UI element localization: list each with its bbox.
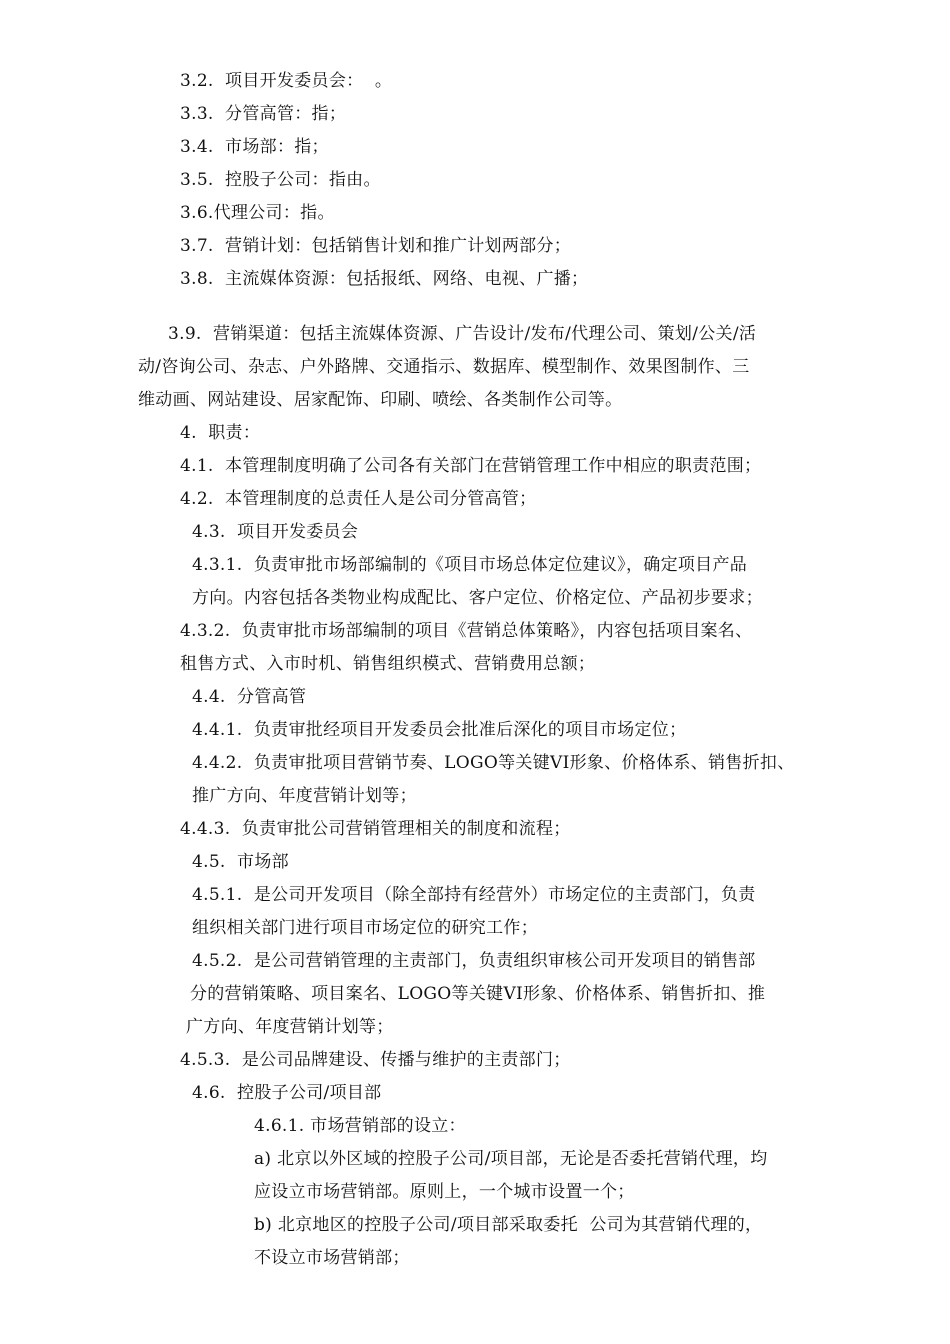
text-line: 4.4.3. 负责审批公司营销管理相关的制度和流程； (180, 819, 571, 839)
text-line: 4.4.2. 负责审批项目营销节奏、LOGO等关键VI形象、价格体系、销售折扣、 (192, 753, 795, 773)
text-line: 3.3. 分管高管：指； (180, 104, 347, 124)
text-line: 4. 职责： (180, 423, 261, 443)
text-line: 4.6. 控股子公司/项目部 (192, 1083, 382, 1103)
text-line: 4.5. 市场部 (192, 852, 289, 872)
text-line: 3.9. 营销渠道：包括主流媒体资源、广告设计/发布/代理公司、策划/公关/活 (168, 324, 757, 344)
text-line: 3.6.代理公司：指。 (180, 203, 335, 223)
text-line: 3.7. 营销计划：包括销售计划和推广计划两部分； (180, 236, 572, 256)
text-line: 4.6.1. 市场营销部的设立： (254, 1116, 466, 1136)
text-line: 分的营销策略、项目案名、LOGO等关键VI形象、价格体系、销售折扣、推 (190, 984, 766, 1004)
text-line: 4.5.2. 是公司营销管理的主责部门，负责组织审核公司开发项目的销售部 (192, 951, 756, 971)
text-line: 4.4.1. 负责审批经项目开发委员会批准后深化的项目市场定位； (192, 720, 687, 740)
text-line: 推广方向、年度营销计划等； (192, 786, 417, 806)
text-line: 不设立市场营销部； (254, 1248, 410, 1268)
text-line: 4.3.1. 负责审批市场部编制的《项目市场总体定位建议》，确定项目产品 (192, 555, 748, 575)
text-line: 租售方式、入市时机、销售组织模式、营销费用总额； (180, 654, 596, 674)
text-line: 4.3.2. 负责审批市场部编制的项目《营销总体策略》，内容包括项目案名、 (180, 621, 753, 641)
text-line: 4.2. 本管理制度的总责任人是公司分管高管； (180, 489, 537, 509)
text-line: 4.4. 分管高管 (192, 687, 307, 707)
text-line: 4.5.1. 是公司开发项目（除全部持有经营外）市场定位的主责部门，负责 (192, 885, 756, 905)
text-line: 应设立市场营销部。原则上，一个城市设置一个； (254, 1182, 635, 1202)
text-line: 方向。内容包括各类物业构成配比、客户定位、价格定位、产品初步要求； (192, 588, 763, 608)
text-line: 3.4. 市场部：指； (180, 137, 329, 157)
text-line: 广方向、年度营销计划等； (186, 1017, 394, 1037)
text-line: 3.5. 控股子公司：指由。 (180, 170, 381, 190)
text-line: 维动画、网站建设、居家配饰、印刷、喷绘、各类制作公司等。 (138, 390, 623, 410)
text-line: 组织相关部门进行项目市场定位的研究工作； (192, 918, 538, 938)
text-line: 4.3. 项目开发委员会 (192, 522, 359, 542)
text-line: 3.2. 项目开发委员会： 。 (180, 71, 393, 91)
text-line: 4.1. 本管理制度明确了公司各有关部门在营销管理工作中相应的职责范围； (180, 456, 762, 476)
text-line: 4.5.3. 是公司品牌建设、传播与维护的主责部门； (180, 1050, 571, 1070)
text-line: 3.8. 主流媒体资源：包括报纸、网络、电视、广播； (180, 269, 589, 289)
text-line: 动/咨询公司、杂志、户外路牌、交通指示、数据库、模型制作、效果图制作、三 (138, 357, 750, 377)
text-line: a) 北京以外区域的控股子公司/项目部，无论是否委托营销代理，均 (254, 1149, 768, 1169)
text-line: b) 北京地区的控股子公司/项目部采取委托 公司为其营销代理的， (254, 1215, 763, 1235)
